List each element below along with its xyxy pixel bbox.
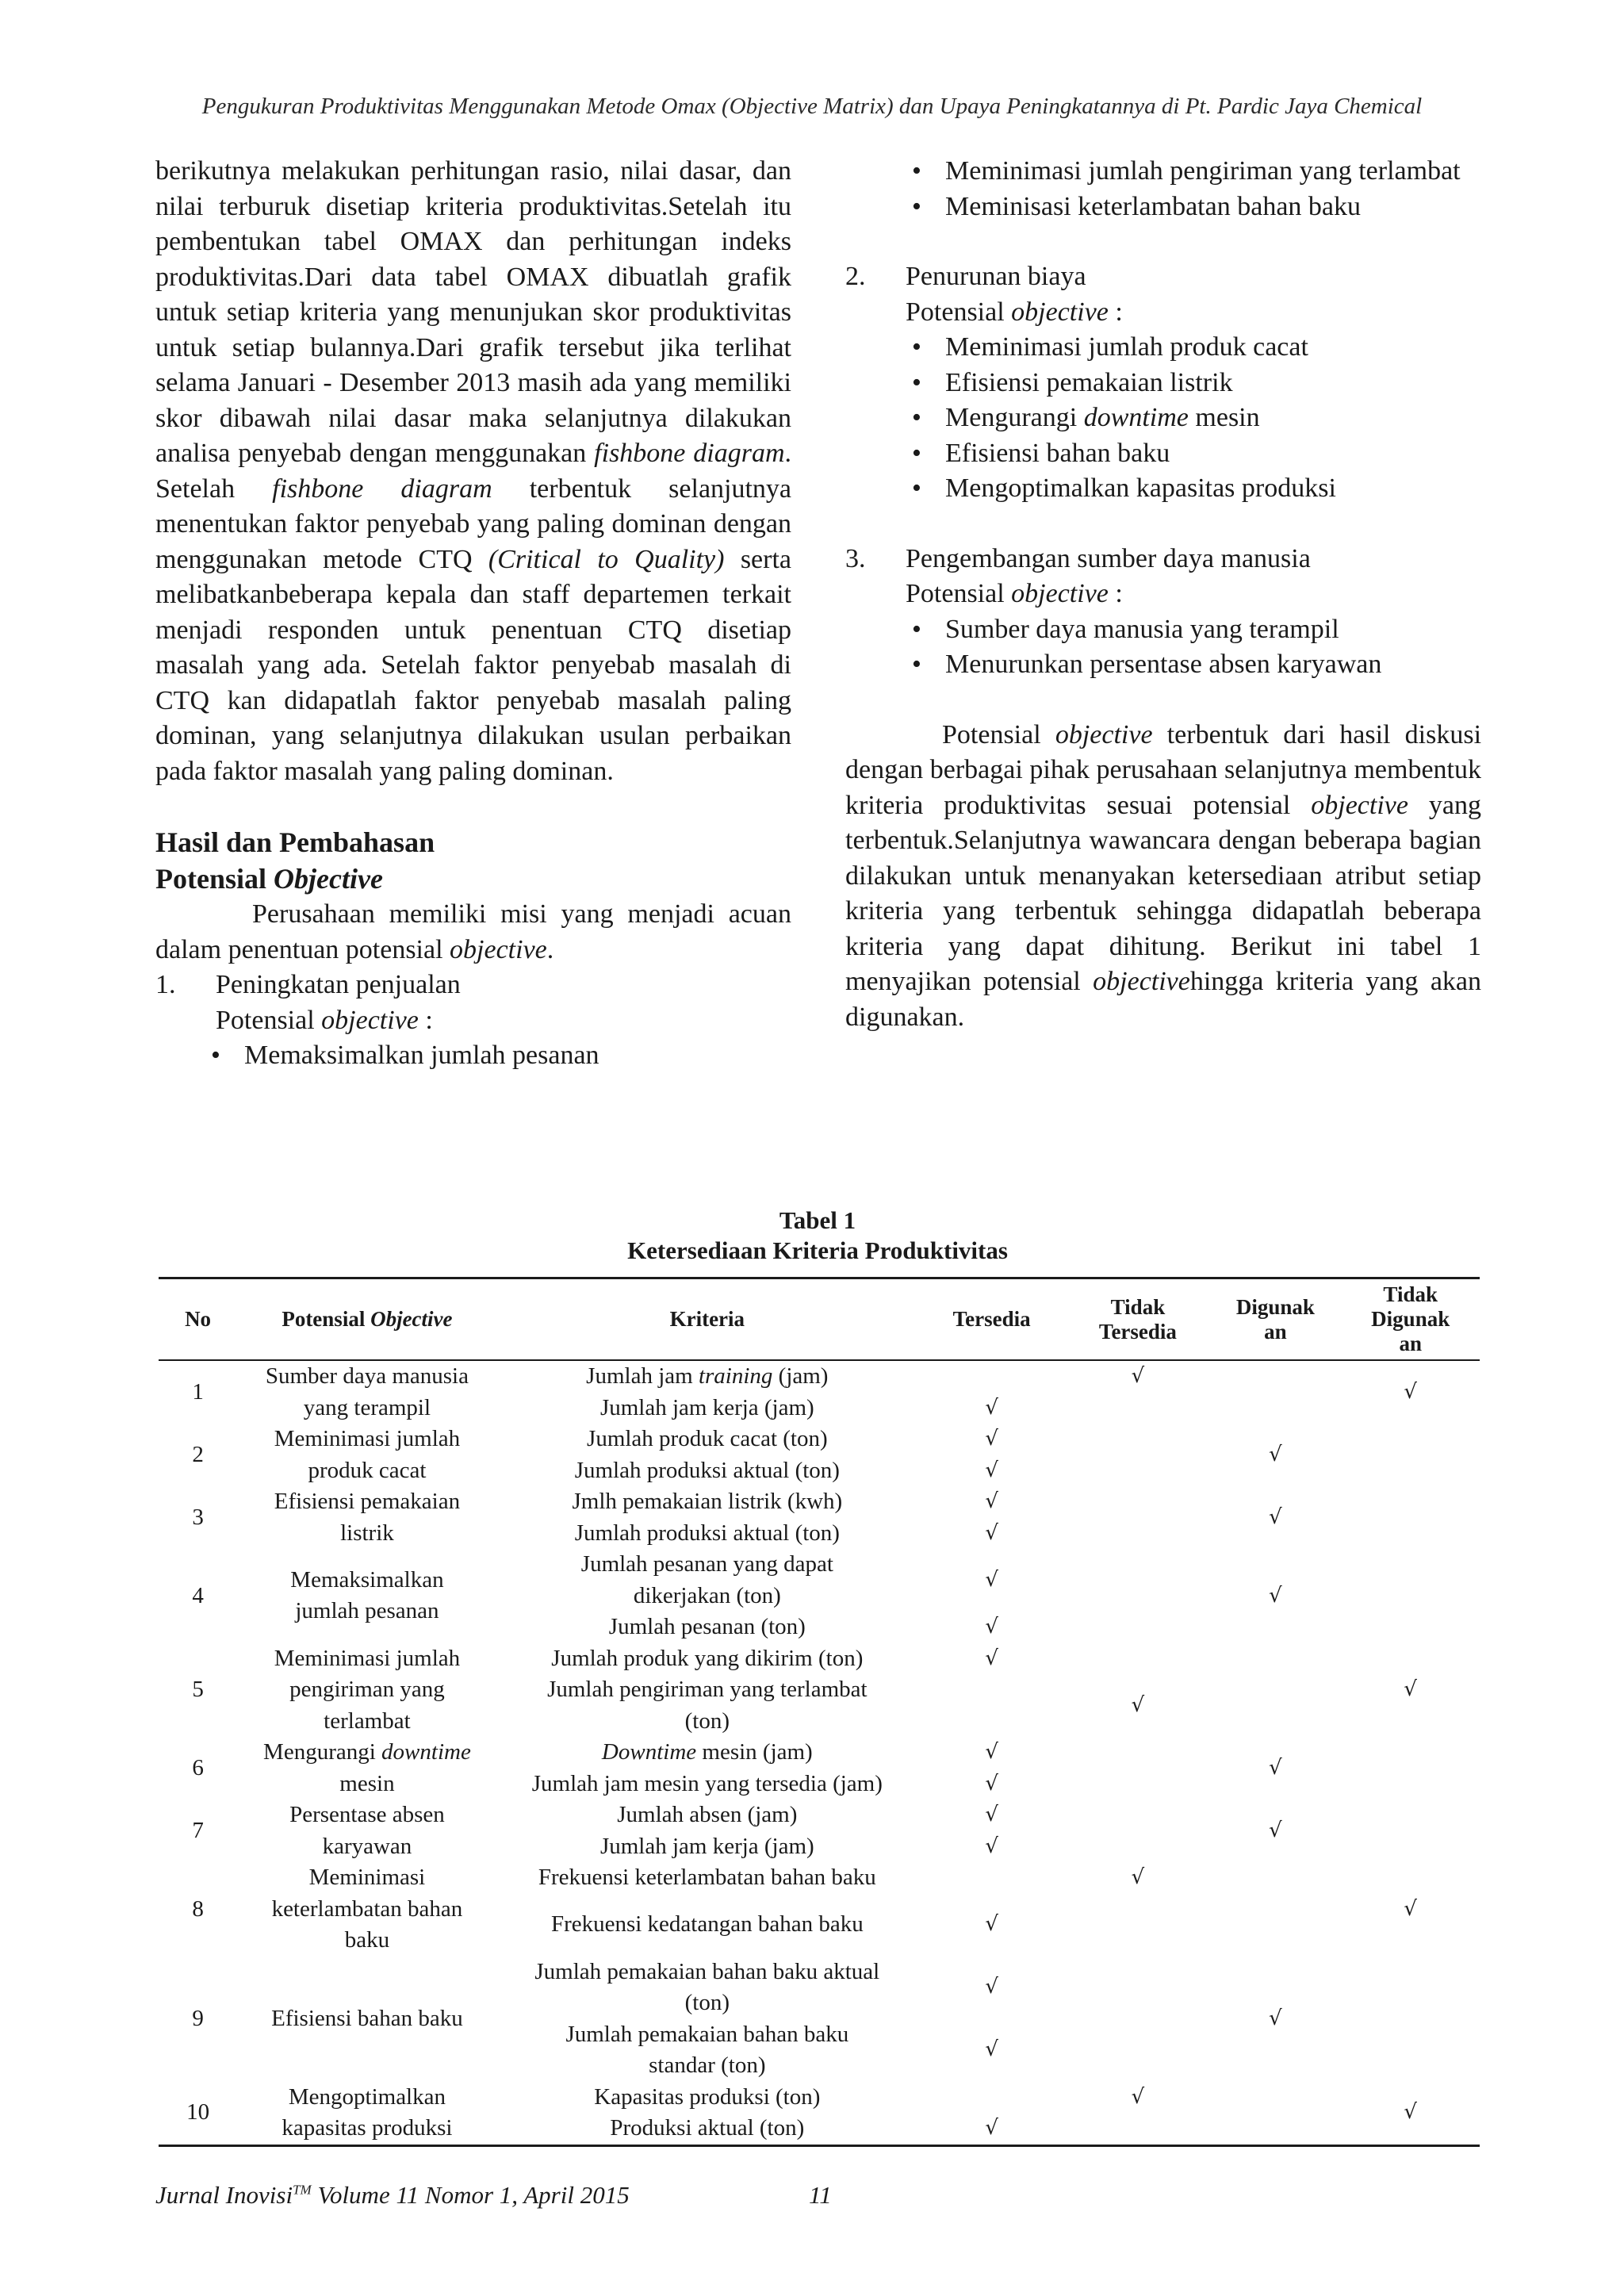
- table-header-row: [159, 1278, 1480, 1361]
- cell-kriteria: Jumlah produksi aktual (ton): [574, 1520, 840, 1546]
- cell-tidak-tersedia: [1066, 1424, 1209, 1455]
- cell-tidak-tersedia: [1066, 1612, 1209, 1643]
- cell-no: 7: [192, 1817, 204, 1843]
- cell-tersedia: √: [985, 1740, 998, 1764]
- cell-tidak-tersedia: [1066, 1894, 1209, 1957]
- cell-tersedia: √: [985, 1646, 998, 1670]
- cell-no: 4: [192, 1582, 204, 1608]
- cell-kriteria: Jumlah pesanan yang dapat dikerjakan (ton): [580, 1551, 833, 1608]
- cell-tidak-tersedia: √: [1131, 1364, 1145, 1388]
- header-tersedia: Tersedia: [917, 1278, 1067, 1361]
- cell-kriteria: Produksi aktual (ton): [610, 2115, 805, 2141]
- list-item: • Menurunkan persentase absen karyawan: [906, 647, 1481, 683]
- cell-kriteria: Jumlah pengiriman yang terlambat (ton): [547, 1677, 868, 1734]
- list-item: • Efisiensi pemakaian listrik: [906, 366, 1481, 401]
- cell-kriteria: Jumlah produk cacat (ton): [587, 1426, 828, 1451]
- cell-kriteria: Jmlh pemakaian listrik (kwh): [572, 1489, 843, 1514]
- cell-tersedia: √: [985, 1458, 998, 1482]
- cell-tidak-tersedia: √: [1131, 1692, 1145, 1717]
- list-item: • Mengoptimalkan kapasitas produksi: [906, 471, 1481, 507]
- running-head: Pengukuran Produktivitas Menggunakan Metode Omax (Objective Matrix) dan Upaya Peningkatannya di Pt. Pardic Jaya Chemical: [201, 94, 1423, 119]
- objective-item-1: 1. Peningkatan penjualan Potensial objective :: [155, 968, 791, 1038]
- cell-tidak-tersedia: [1066, 1737, 1209, 1769]
- objective-item-3-bullets: [906, 612, 1481, 683]
- cell-tidak-tersedia: [1066, 1518, 1209, 1550]
- cell-kriteria: Jumlah produksi aktual (ton): [574, 1457, 840, 1483]
- cell-tersedia: √: [985, 1912, 998, 1937]
- objective-item-2-bullets: [906, 330, 1481, 507]
- cell-tersedia: √: [985, 2037, 998, 2062]
- cell-kriteria: Jumlah jam kerja (jam): [599, 1394, 814, 1420]
- mission-paragraph: Perusahaan memiliki misi yang menjadi acuan dalam penentuan potensial objective.: [155, 899, 791, 964]
- table-number: Tabel 1: [779, 1206, 856, 1234]
- table-row: [159, 1549, 1480, 1612]
- cell-digunakan: √: [1269, 1442, 1282, 1466]
- cell-tersedia: [917, 2082, 1067, 2114]
- cell-tersedia: [917, 1360, 1067, 1393]
- cell-digunakan: √: [1269, 1818, 1282, 1842]
- cell-potensial: Mengurangi downtime mesin: [263, 1739, 471, 1796]
- cell-digunakan: √: [1269, 1755, 1282, 1780]
- cell-potensial: Meminimasi keterlambatan bahan baku: [271, 1865, 463, 1953]
- cell-no: 2: [192, 1441, 204, 1467]
- cell-kriteria: Frekuensi keterlambatan bahan baku: [538, 1865, 876, 1890]
- cell-no: 3: [192, 1504, 204, 1530]
- criteria-paragraph: Potensial objective terbentuk dari hasil diskusi dengan berbagai pihak perusahaan selanjutnya membentuk kriteria produktivitas sesuai potensial objective yang terbentuk.Selanjutnya wawancara dengan beberapa bagian dilakukan untuk menanyakan ketersediaan atribut setiap kriteria yang terbentuk sehingga didapatlah beberapa kriteria yang dapat dihitung. Berikut ini tabel 1 menyajikan potensial objectivehingga kriteria yang akan digunakan.: [845, 719, 1482, 1032]
- cell-tidak-digunakan: √: [1404, 2100, 1417, 2125]
- table-row: [159, 1424, 1480, 1455]
- cell-kriteria: Jumlah pemakaian bahan baku standar (ton): [565, 2021, 849, 2078]
- table-title: [155, 1205, 1480, 1266]
- cell-tersedia: √: [985, 1427, 998, 1451]
- cell-tidak-tersedia: [1066, 1455, 1209, 1487]
- cell-potensial: Efisiensi bahan baku: [271, 2005, 463, 2031]
- objective-item-1-label: Potensial objective :: [216, 1005, 433, 1035]
- cell-kriteria: Jumlah pesanan (ton): [608, 1614, 806, 1639]
- objective-item-1-title: Peningkatan penjualan: [216, 970, 461, 999]
- list-item: • Sumber daya manusia yang terampil: [906, 612, 1481, 648]
- cell-kriteria: Kapasitas produksi (ton): [594, 2083, 821, 2110]
- cell-digunakan: √: [1269, 2006, 1282, 2030]
- list-item: • Meminisasi keterlambatan bahan baku: [906, 190, 1481, 225]
- table-row: [159, 1486, 1480, 1518]
- cell-potensial: Mengoptimalkan kapasitas produksi: [282, 2083, 453, 2141]
- table-row: [159, 1643, 1480, 1675]
- cell-tidak-digunakan: [1341, 1424, 1480, 1486]
- cell-kriteria: Jumlah jam kerja (jam): [599, 1833, 814, 1859]
- cell-tidak-digunakan: [1341, 1549, 1480, 1643]
- objective-item-2-title: Penurunan biaya: [906, 262, 1086, 291]
- cell-kriteria: Jumlah pemakaian bahan baku aktual (ton): [534, 1958, 880, 2015]
- cell-tersedia: √: [985, 1520, 998, 1545]
- cell-tersedia: [917, 1674, 1067, 1737]
- cell-digunakan: [1209, 2082, 1341, 2146]
- objective-item-3: 3. Pengembangan sumber daya manusia Potensial objective :: [845, 542, 1481, 612]
- cell-tidak-tersedia: √: [1131, 2084, 1145, 2109]
- table-row: [159, 1800, 1480, 1831]
- cell-tidak-tersedia: [1066, 1957, 1209, 2019]
- cell-tersedia: √: [985, 1771, 998, 1796]
- cell-tidak-tersedia: [1066, 1549, 1209, 1612]
- objective-item-2: 2. Penurunan biaya Potensial objective :: [845, 259, 1481, 330]
- cell-tidak-tersedia: [1066, 1393, 1209, 1424]
- cell-tersedia: √: [985, 1975, 998, 1999]
- cell-tidak-digunakan: [1341, 1737, 1480, 1800]
- cell-tidak-tersedia: [1066, 2113, 1209, 2145]
- list-item: • Efisiensi bahan baku: [906, 436, 1481, 472]
- list-item: • Memaksimalkan jumlah pesanan: [205, 1038, 791, 1074]
- cell-no: 8: [192, 1895, 204, 1922]
- objective-item-3-label: Potensial objective :: [906, 579, 1123, 608]
- cell-no: 9: [192, 2005, 204, 2031]
- cell-tidak-digunakan: [1341, 1486, 1480, 1549]
- header-kriteria: Kriteria: [497, 1278, 917, 1361]
- cell-no: 10: [186, 2099, 210, 2125]
- cell-tersedia: √: [985, 1489, 998, 1513]
- cell-kriteria: Jumlah jam training (jam): [586, 1363, 829, 1389]
- cell-digunakan: [1209, 1643, 1341, 1738]
- cell-kriteria: Downtime mesin (jam): [601, 1739, 813, 1765]
- cell-digunakan: [1209, 1360, 1341, 1424]
- list-item: • Mengurangi downtime mesin: [906, 401, 1481, 436]
- cell-tersedia: √: [985, 1834, 998, 1858]
- cell-tidak-tersedia: [1066, 1769, 1209, 1800]
- journal-footer: Jurnal Inovisi™ Volume 11 Nomor 1, April 2015: [155, 2181, 630, 2209]
- right-column: [845, 154, 1481, 1035]
- table-row: [159, 1737, 1480, 1769]
- cell-tersedia: √: [985, 1615, 998, 1639]
- cell-digunakan: [1209, 1862, 1341, 1957]
- header-digunakan: Digunak an: [1209, 1278, 1341, 1361]
- cell-digunakan: √: [1269, 1504, 1282, 1529]
- cell-tidak-digunakan: √: [1404, 1896, 1417, 1921]
- cell-no: 5: [192, 1677, 204, 1702]
- header-tidak-tersedia: Tidak Tersedia: [1066, 1278, 1209, 1361]
- objective-item-2-label: Potensial objective :: [906, 297, 1123, 327]
- cell-tidak-tersedia: √: [1131, 1865, 1145, 1889]
- table-caption: Ketersediaan Kriteria Produktivitas: [627, 1236, 1008, 1264]
- cell-no: 1: [192, 1378, 204, 1405]
- criteria-table: [159, 1277, 1480, 2147]
- cell-tersedia: √: [985, 1567, 998, 1592]
- cell-potensial: Efisiensi pemakaian listrik: [274, 1489, 461, 1546]
- table-row: [159, 2082, 1480, 2114]
- header-potensial: Potensial Objective: [237, 1278, 497, 1361]
- subsection-heading: Potensial Objective: [155, 863, 383, 895]
- page-number: 11: [809, 2181, 832, 2209]
- cell-kriteria: Jumlah jam mesin yang tersedia (jam): [531, 1770, 883, 1796]
- section-heading: Hasil dan Pembahasan: [155, 826, 435, 858]
- list-item: • Meminimasi jumlah pengiriman yang terlambat: [906, 154, 1481, 190]
- cell-potensial: Memaksimalkan jumlah pesanan: [290, 1566, 444, 1624]
- cell-tidak-tersedia: [1066, 1486, 1209, 1518]
- methodology-paragraph: berikutnya melakukan perhitungan rasio, nilai dasar, dan nilai terburuk disetiap kriteria produktivitas.Setelah itu pembentukan tabel OMAX dan perhitungan indeks produktivitas.Dari data tabel OMAX dibuatlah grafik untuk setiap kriteria yang menunjukan skor produktivitas untuk setiap bulannya.Dari grafik tersebut jika terlihat selama Januari - Desember 2013 masih ada yang memiliki skor dibawah nilai dasar maka selanjutnya dilakukan analisa penyebab dengan menggunakan fishbone diagram. Setelah fishbone diagram terbentuk selanjutnya menentukan faktor penyebab yang paling dominan dengan menggunakan metode CTQ (Critical to Quality) serta melibatkanbeberapa kepala dan staff departemen terkait menjadi responden untuk penentuan CTQ disetiap masalah yang ada. Setelah faktor penyebab masalah di CTQ kan didapatlah faktor penyebab masalah paling dominan, yang selanjutnya dilakukan usulan perbaikan pada faktor masalah yang paling dominan.: [155, 156, 792, 786]
- cell-potensial: Meminimasi jumlah pengiriman yang terlambat: [274, 1645, 461, 1734]
- cell-no: 6: [192, 1754, 204, 1780]
- cell-tidak-tersedia: [1066, 1800, 1209, 1831]
- cell-tidak-digunakan: [1341, 1957, 1480, 2082]
- cell-kriteria: Frekuensi kedatangan bahan baku: [550, 1911, 864, 1938]
- cell-tidak-digunakan: [1341, 1800, 1480, 1862]
- cell-tidak-tersedia: [1066, 1831, 1209, 1863]
- cell-tersedia: √: [985, 1803, 998, 1826]
- cell-potensial: Persentase absen karyawan: [289, 1802, 445, 1859]
- header-tidak-digunakan: Tidak Digunak an: [1341, 1278, 1480, 1361]
- objective-item-1-continued-bullets: [906, 154, 1481, 224]
- cell-tidak-digunakan: √: [1404, 1677, 1417, 1701]
- objective-item-1-bullets: [205, 1038, 791, 1074]
- cell-tersedia: √: [985, 2116, 998, 2140]
- header-no: No: [159, 1278, 237, 1361]
- list-item: • Meminimasi jumlah produk cacat: [906, 330, 1481, 366]
- table-row: [159, 1360, 1480, 1393]
- cell-digunakan: √: [1269, 1583, 1282, 1608]
- cell-tidak-digunakan: √: [1404, 1379, 1417, 1404]
- cell-potensial: Sumber daya manusia yang terampil: [265, 1363, 469, 1420]
- cell-kriteria: Jumlah absen (jam): [617, 1802, 798, 1827]
- cell-tersedia: [917, 1862, 1067, 1894]
- table-row: [159, 1957, 1480, 2019]
- table-row: [159, 1862, 1480, 1894]
- cell-tidak-tersedia: [1066, 2019, 1209, 2082]
- objective-item-3-title: Pengembangan sumber daya manusia: [906, 543, 1311, 573]
- left-column: [155, 154, 791, 1074]
- cell-potensial: Meminimasi jumlah produk cacat: [274, 1426, 461, 1483]
- cell-kriteria: Jumlah produk yang dikirim (ton): [551, 1645, 864, 1671]
- cell-tersedia: √: [985, 1395, 998, 1420]
- cell-tidak-tersedia: [1066, 1643, 1209, 1675]
